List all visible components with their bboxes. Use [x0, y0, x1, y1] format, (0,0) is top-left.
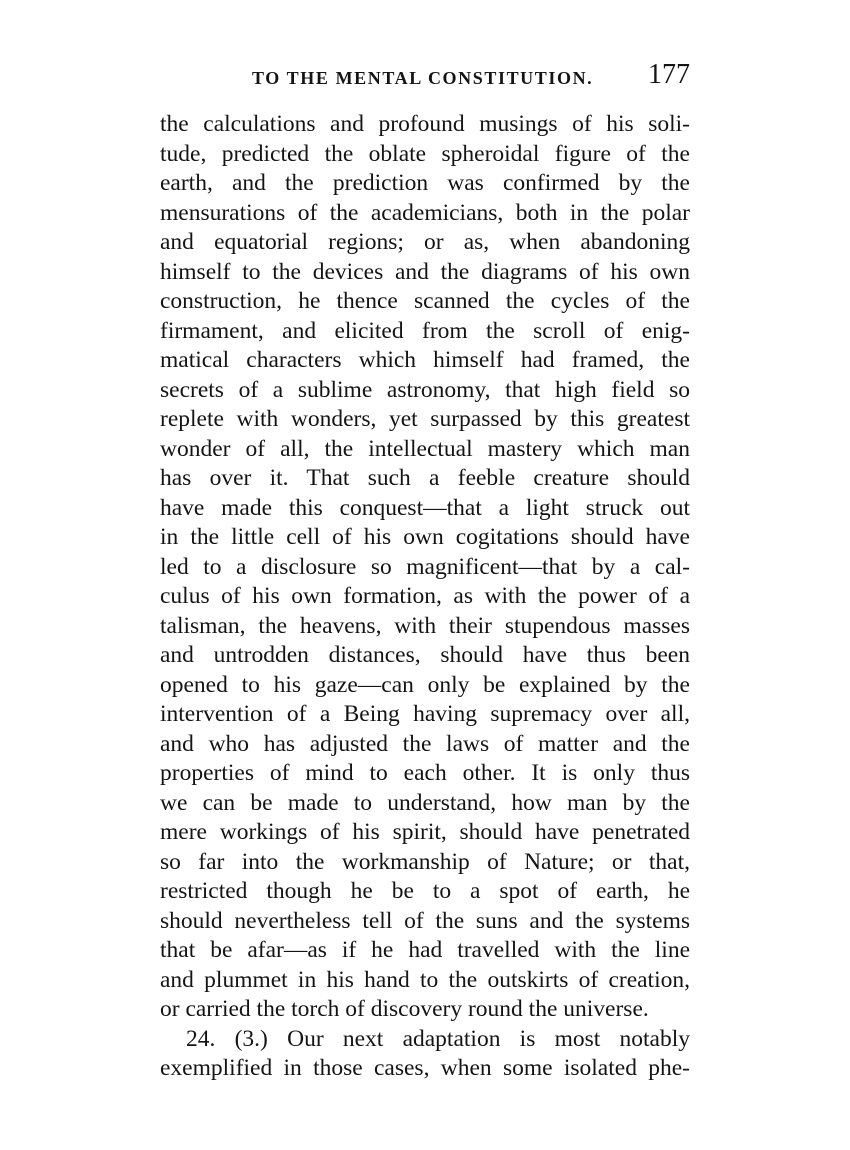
text-line: have made this conquest—that a light struck out	[160, 494, 690, 521]
text-line: properties of mind to each other. It is only thus	[160, 760, 690, 786]
text-line: in the little cell of his own cogitations should have	[160, 524, 690, 550]
text-line: himself to the devices and the diagrams of his own	[160, 258, 690, 285]
text-line: and untrodden distances, should have thus been	[160, 642, 690, 668]
text-line: construction, he thence scanned the cycles of the	[160, 288, 690, 314]
text-line: exemplified in those cases, when some isolated phe-	[160, 1055, 690, 1081]
text-line: that be afar—as if he had travelled with the line	[160, 937, 690, 963]
text-line: and plummet in his hand to the outskirts of creation,	[160, 966, 690, 993]
text-line: wonder of all, the intellectual mastery which man	[160, 435, 690, 462]
text-line: and who has adjusted the laws of matter and the	[160, 730, 690, 757]
running-title: TO THE MENTAL CONSTITUTION.	[252, 68, 594, 88]
paragraph-start-line: 24. (3.) Our next adaptation is most notably	[186, 1025, 690, 1052]
text-line: restricted though he be to a spot of earth, he	[160, 878, 690, 904]
text-line: tude, predicted the oblate spheroidal figure of the	[160, 140, 690, 167]
text-line: mere workings of his spirit, should have penetrated	[160, 819, 690, 845]
text-line: firmament, and elicited from the scroll of enig-	[160, 317, 690, 344]
text-line: and equatorial regions; or as, when abandoning	[160, 229, 690, 255]
text-line: has over it. That such a feeble creature should	[160, 465, 690, 491]
text-line: we can be made to understand, how man by the	[160, 789, 690, 816]
text-line: mensurations of the academicians, both in the polar	[160, 199, 690, 226]
running-head	[160, 60, 690, 94]
text-line: secrets of a sublime astronomy, that high field so	[160, 376, 690, 403]
text-line: matical characters which himself had framed, the	[160, 347, 690, 373]
text-line: earth, and the prediction was confirmed by the	[160, 170, 690, 196]
page-number: 177	[648, 59, 690, 90]
paragraph-end-line: or carried the torch of discovery round the universe.	[160, 996, 649, 1022]
text-line: so far into the workmanship of Nature; or that,	[160, 848, 690, 875]
text-line: should nevertheless tell of the suns and the systems	[160, 907, 690, 934]
text-line: the calculations and profound musings of his soli-	[160, 111, 690, 137]
text-line: replete with wonders, yet surpassed by this greatest	[160, 406, 690, 432]
text-line: led to a disclosure so magnificent—that by a cal-	[160, 553, 690, 580]
text-line: intervention of a Being having supremacy over all,	[160, 701, 690, 727]
text-line: culus of his own formation, as with the power of a	[160, 583, 690, 609]
text-line: talisman, the heavens, with their stupendous masses	[160, 612, 690, 639]
text-line: opened to his gaze—can only be explained by the	[160, 671, 690, 698]
body-text	[160, 110, 690, 1084]
